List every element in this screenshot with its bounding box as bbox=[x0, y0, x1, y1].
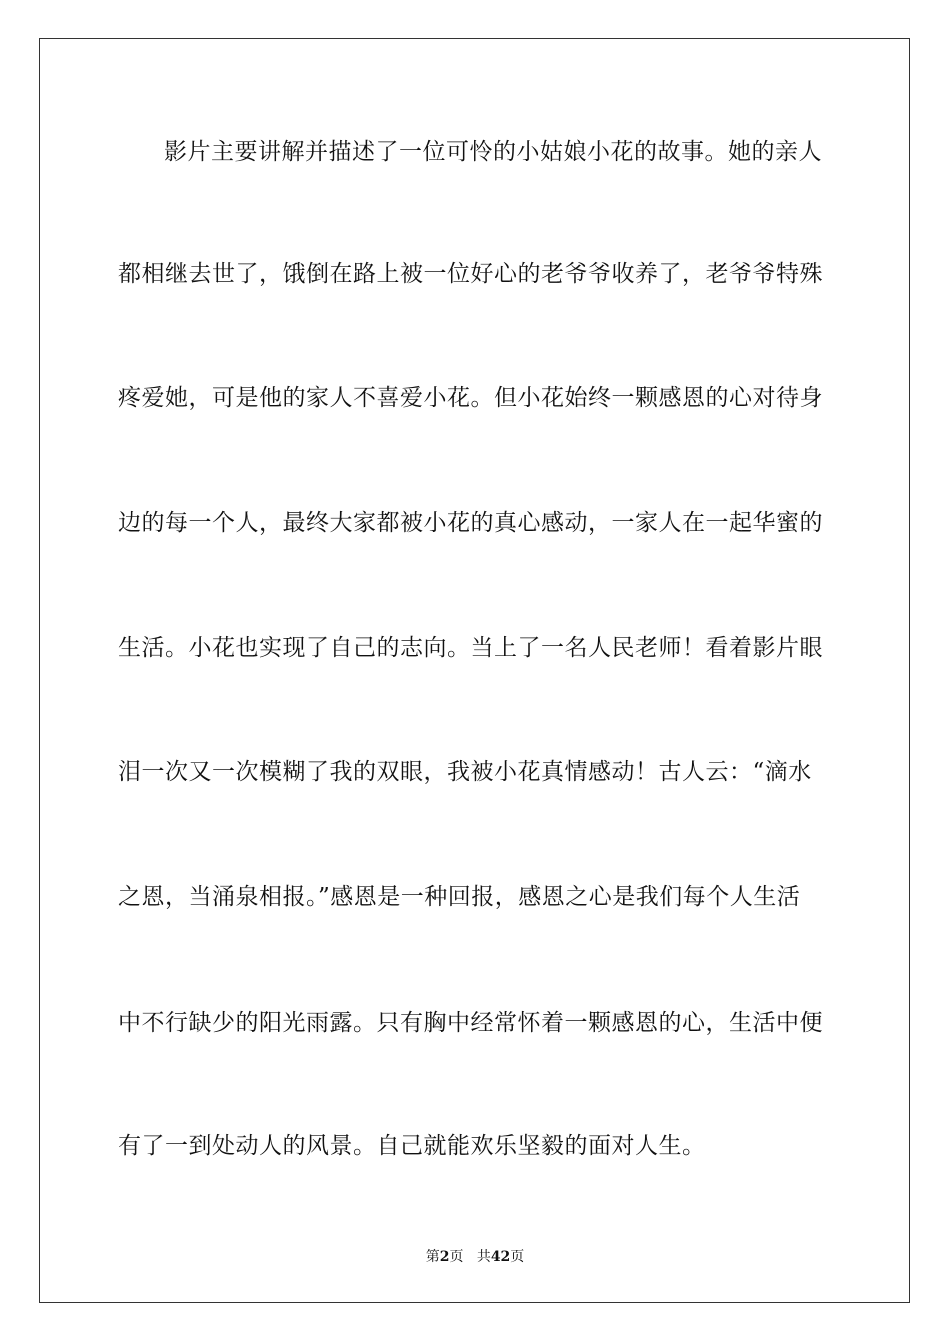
page-border bbox=[39, 38, 910, 1303]
paragraph-line-6: 泪一次又一次模糊了我的双眼，我被小花真情感动！古人云：“滴水 bbox=[118, 759, 812, 785]
footer-page-suffix: 页 bbox=[449, 1249, 464, 1265]
footer-page-prefix: 第 bbox=[425, 1249, 440, 1265]
paragraph-line-8: 中不行缺少的阳光雨露。只有胸中经常怀着一颗感恩的心，生活中便 bbox=[118, 1010, 823, 1036]
paragraph-line-7: 之恩，当涌泉相报。”感恩是一种回报，感恩之心是我们每个人生活 bbox=[118, 884, 801, 910]
paragraph-line-1: 影片主要讲解并描述了一位可怜的小姑娘小花的故事。她的亲人 bbox=[164, 139, 822, 165]
paragraph-line-4: 边的每一个人，最终大家都被小花的真心感动，一家人在一起华蜜的 bbox=[118, 510, 823, 536]
paragraph-line-9: 有了一到处动人的风景。自己就能欢乐坚毅的面对人生。 bbox=[118, 1133, 706, 1159]
footer-total-prefix: 共 bbox=[476, 1249, 491, 1265]
page-footer bbox=[0, 1248, 950, 1266]
footer-total-pages: 42 bbox=[490, 1249, 511, 1265]
paragraph-line-2: 都相继去世了，饿倒在路上被一位好心的老爷爷收养了，老爷爷特殊 bbox=[118, 261, 823, 287]
footer-page-number: 2 bbox=[439, 1249, 450, 1265]
paragraph-line-5: 生活。小花也实现了自己的志向。当上了一名人民老师！看着影片眼 bbox=[118, 635, 823, 661]
paragraph-line-3: 疼爱她，可是他的家人不喜爱小花。但小花始终一颗感恩的心对待身 bbox=[118, 385, 823, 411]
footer-total-suffix: 页 bbox=[510, 1249, 525, 1265]
